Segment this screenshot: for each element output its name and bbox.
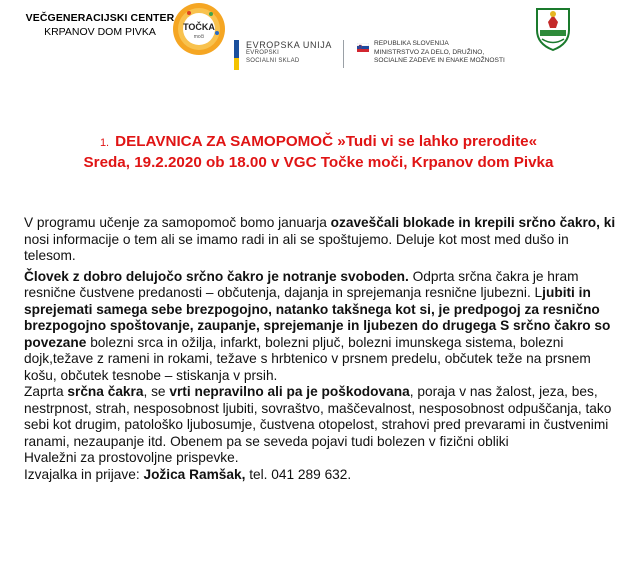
center-name xyxy=(14,11,186,39)
tocka-moci-logo xyxy=(172,2,226,56)
header-divider xyxy=(343,40,344,68)
title-line1-row xyxy=(0,132,637,153)
eu-line1: EVROPSKA UNIJA xyxy=(246,40,332,50)
logo-sub: moči xyxy=(193,34,205,40)
closed-chakra-bold-b: srčna čakra xyxy=(67,384,144,399)
ministry-line3: SOCIALNE ZADEVE IN ENAKE MOŽNOSTI xyxy=(374,57,505,64)
ministry-line2: MINISTRSTVO ZA DELO, DRUŽINO, xyxy=(374,48,485,56)
closed-chakra-text-e: , poraja v nas žalost, jeza, bes, nestrpnost, strah, nesposobnost ljubiti, sovraštvo, maščevalnost, nesposobnost odpuščanja, tako sebi kot drugim, patološko ljubosumje, čustvena otopelost, strahovi pred prevarami in čustvenimi ranami, nezaupanje itd. Obenem pa se seveda pojavi tudi bolezen v fizični obliki xyxy=(24,384,612,449)
title-line2: Sreda, 19.2.2020 ob 18.00 v VGC Točke moči, Krpanov dom Pivka xyxy=(83,154,554,171)
open-chakra-text-d: bolezni srca in ožilja, infarkt, bolezni pljuč, bolezni imunskega sistema, bolezni dojk,težave z rameni in rokami, težave s hrbtenico v prsnem predelu, občutek teže na prsnem košu, občutek tesnobe – stiskanja v prsih. xyxy=(24,334,591,383)
event-title xyxy=(0,132,637,173)
pivka-coat-of-arms-icon xyxy=(534,6,572,52)
eu-text xyxy=(246,41,356,65)
open-chakra-bold-c: jubiti in sprejemati samega sebe brezpogojno, natanko takšnega kot si, je predpogoj za resnično brezpogojno spoštovanje, zaupanje, sprejemanje in ljubezen do drugega S srčno čakro so povezane xyxy=(24,285,611,350)
list-number: 1. xyxy=(99,137,110,149)
body-text xyxy=(24,215,618,483)
open-chakra-bold-a: Človek z dobro delujočo srčno čakro je notranje svoboden. xyxy=(24,268,409,284)
ministry-text xyxy=(374,40,505,66)
slovenia-flag-icon xyxy=(357,43,369,52)
paragraph-open-chakra xyxy=(24,269,618,385)
eu-line2: EVROPSKI xyxy=(246,50,280,56)
ministry-line1: REPUBLIKA SLOVENIJA xyxy=(374,40,449,47)
eu-stripe xyxy=(234,40,239,70)
closed-chakra-bold-d: vrti nepravilno ali pa je poškodovana xyxy=(169,384,410,399)
center-name-line2: KRPANOV DOM PIVKA xyxy=(44,26,156,38)
paragraph-contact xyxy=(24,467,618,484)
open-chakra-text-b: Odprta srčna čakra je hram resnične čustvene predanosti – občutenja, dajanja in sprejemanja resnične ljubezni. L xyxy=(24,268,579,300)
contact-name: Jožica Ramšak, xyxy=(143,466,246,482)
paragraph-closed-chakra xyxy=(24,384,618,450)
center-name-line1: VEČGENERACIJSKI CENTER xyxy=(25,12,175,24)
logo-word: TOČKA xyxy=(183,22,215,32)
paragraph-intro xyxy=(24,215,618,265)
title-line1: DELAVNICA ZA SAMOPOMOČ »Tudi vi se lahko prerodite« xyxy=(115,133,538,150)
closed-chakra-text-a: Zaprta xyxy=(24,384,68,399)
intro-text-c: nosi informacije o tem ali se imamo radi in ali se spoštujemo. Deluje kot most med dušo in telesom. xyxy=(24,231,569,263)
contact-label: Izvajalka in prijave: xyxy=(24,466,144,482)
letterhead xyxy=(0,0,637,80)
paragraph-donations: Hvaležni za prostovoljne prispevke. xyxy=(24,450,239,465)
contact-phone: tel. 041 289 632. xyxy=(245,466,352,482)
eu-line3: SOCIALNI SKLAD xyxy=(246,58,300,64)
closed-chakra-text-c: , se xyxy=(143,384,170,399)
intro-text-bold: ozaveščali blokade in krepili srčno čakro, ki xyxy=(330,215,616,230)
intro-text-a: V programu učenje za samopomoč bomo januarja xyxy=(24,215,331,230)
